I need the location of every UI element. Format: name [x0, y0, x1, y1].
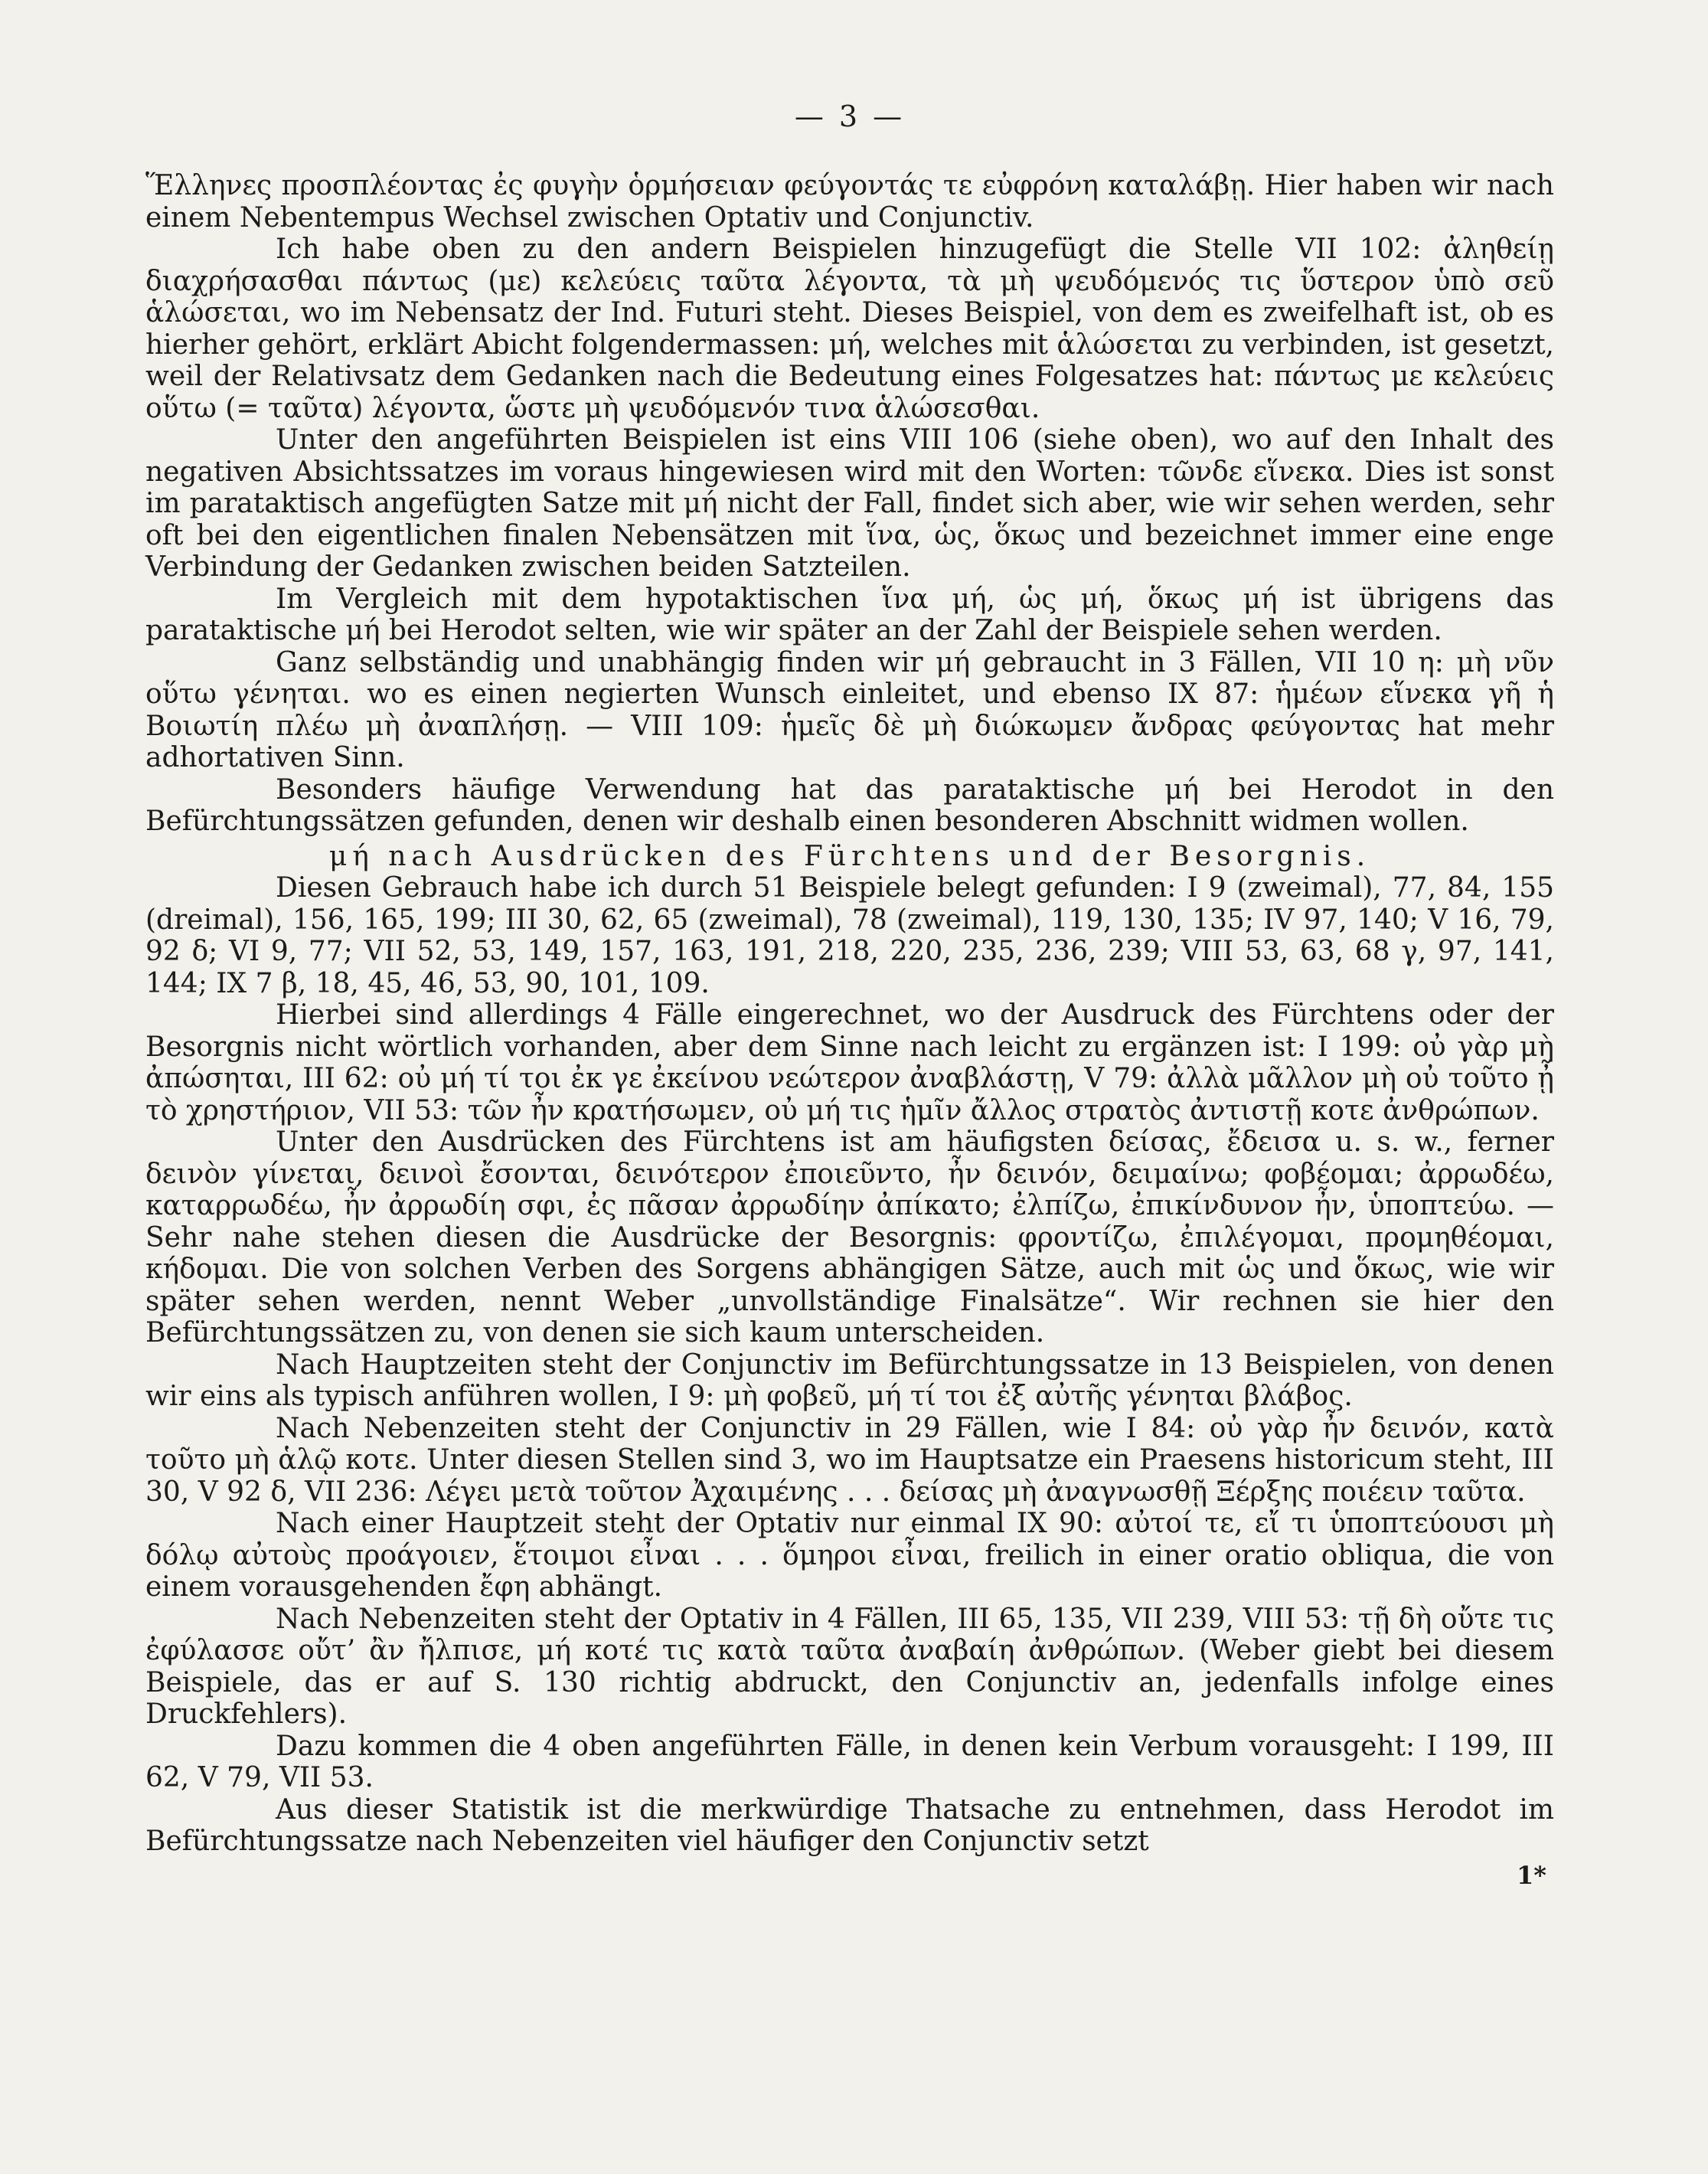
paragraph: Besonders häufige Verwendung hat das parataktische μή bei Herodot in den Befürchtungssätzen gefunden, denen wir deshalb einen besonderen Abschnitt widmen wollen. [145, 773, 1554, 837]
document-page [145, 100, 1554, 1890]
paragraph: Unter den Ausdrücken des Fürchtens ist am häufigsten δείσας, ἔδεισα u. s. w., ferner δεινὸν γίνεται, δεινοὶ ἔσονται, δεινότερον ἐποιεῦντο, ἦν δεινόν, δειμαίνω; φοβέομαι; ἀρρωδέω, καταρρωδέω, ἦν ἀρρωδίη σφι, ἐς πᾶσαν ἀρρωδίην ἀπίκατο; ἐλπίζω, ἐπικίνδυνον ἦν, ὑποπτεύω. — Sehr nahe stehen diesen die Ausdrücke der Besorgnis: φροντίζω, ἐπιλέγομαι, προμηθέομαι, κήδομαι. Die von solchen Verben des Sorgens abhängigen Sätze, auch mit ὡς und ὅκως, wie wir später sehen werden, nennt Weber „unvollständige Finalsätze“. Wir rechnen sie hier den Befürchtungssätzen zu, von denen sie sich kaum unterscheiden. [145, 1126, 1554, 1349]
paragraph: Unter den angeführten Beispielen ist eins VIII 106 (siehe oben), wo auf den Inhalt des negativen Absichtssatzes im voraus hingewiesen wird mit den Worten: τῶνδε εἵνεκα. Dies ist sonst im parataktisch angefügten Satze mit μή nicht der Fall, findet sich aber, wie wir sehen werden, sehr oft bei den eigentlichen finalen Nebensätzen mit ἵνα, ὡς, ὅκως und bezeichnet immer eine enge Verbindung der Gedanken zwischen beiden Satzteilen. [145, 424, 1554, 583]
paragraph: Nach einer Hauptzeit steht der Optativ nur einmal IX 90: αὐτοί τε, εἴ τι ὑποπτεύουσι μὴ δόλῳ αὐτοὺς προάγοιεν, ἕτοιμοι εἶναι . . . ὅμηροι εἶναι, freilich in einer oratio obliqua, die von einem vorausgehenden ἔφη abhängt. [145, 1508, 1554, 1603]
paragraph: Ganz selbständig und unabhängig finden wir μή gebraucht in 3 Fällen, VII 10 η: μὴ νῦν οὕτω γένηται. wo es einen negierten Wunsch einleitet, und ebenso IX 87: ἡμέων εἵνεκα γῆ ἡ Βοιωτίη πλέω μὴ ἀναπλήσῃ. — VIII 109: ἡμεῖς δὲ μὴ διώκωμεν ἄνδρας φεύγοντας hat mehr adhortativen Sinn. [145, 646, 1554, 773]
paragraph: Aus dieser Statistik ist die merkwürdige Thatsache zu entnehmen, dass Herodot im Befürchtungssatze nach Nebenzeiten viel häufiger den Conjunctiv setzt [145, 1793, 1554, 1857]
paragraph: Dazu kommen die 4 oben angeführten Fälle, in denen kein Verbum vorausgeht: I 199, III 62, V 79, VII 53. [145, 1730, 1554, 1793]
signature-mark: 1* [1517, 1860, 1546, 1890]
paragraph: Nach Hauptzeiten steht der Conjunctiv im Befürchtungssatze in 13 Beispielen, von denen wir eins als typisch anführen wollen, I 9: μὴ φοβεῦ, μή τί τοι ἐξ αὐτῆς γένηται βλάβος. [145, 1349, 1554, 1412]
section-heading: μή nach Ausdrücken des Fürchtens und der Besorgnis. [328, 840, 1371, 872]
paragraph: Nach Nebenzeiten steht der Conjunctiv in 29 Fällen, wie I 84: οὐ γὰρ ἦν δεινόν, κατὰ τοῦτο μὴ ἁλῷ κοτε. Unter diesen Stellen sind 3, wo im Hauptsatze ein Praesens historicum steht, III 30, V 92 δ, VII 236: Λέγει μετὰ τοῦτον Ἀχαιμένης . . . δείσας μὴ ἀναγνωσθῇ Ξέρξης ποιέειν ταῦτα. [145, 1412, 1554, 1508]
paragraph: Nach Nebenzeiten steht der Optativ in 4 Fällen, III 65, 135, VII 239, VIII 53: τῇ δὴ οὔτε τις ἐφύλασσε οὔτ’ ἂν ἤλπισε, μή κοτέ τις κατὰ ταῦτα ἀναβαίη ἀνθρώπων. (Weber giebt bei diesem Beispiele, das er auf S. 130 richtig abdruckt, den Conjunctiv an, jedenfalls infolge eines Druckfehlers). [145, 1603, 1554, 1730]
paragraph: Diesen Gebrauch habe ich durch 51 Beispiele belegt gefunden: I 9 (zweimal), 77, 84, 155 (dreimal), 156, 165, 199; III 30, 62, 65 (zweimal), 78 (zweimal), 119, 130, 135; IV 97, 140; V 16, 79, 92 δ; VI 9, 77; VII 52, 53, 149, 157, 163, 191, 218, 220, 235, 236, 239; VIII 53, 63, 68 γ, 97, 141, 144; IX 7 β, 18, 45, 46, 53, 90, 101, 109. [145, 872, 1554, 999]
paragraph: Im Vergleich mit dem hypotaktischen ἵνα μή, ὡς μή, ὅκως μή ist übrigens das parataktische μή bei Herodot selten, wie wir später an der Zahl der Beispiele sehen werden. [145, 583, 1554, 646]
paragraph: Ἕλληνες προσπλέοντας ἐς φυγὴν ὁρμήσειαν φεύγοντάς τε εὐφρόνη καταλάβῃ. Hier haben wir nach einem Nebentempus Wechsel zwischen Optativ und Conjunctiv. [145, 170, 1554, 234]
page-number: — 3 — [794, 100, 906, 133]
paragraph: Ich habe oben zu den andern Beispielen hinzugefügt die Stelle VII 102: ἀληθείῃ διαχρήσασθαι πάντως (με) κελεύεις ταῦτα λέγοντα, τὰ μὴ ψευδόμενός τις ὕστερον ὑπὸ σεῦ ἁλώσεται, wo im Nebensatz der Ind. Futuri steht. Dieses Beispiel, von dem es zweifelhaft ist, ob es hierher gehört, erklärt Abicht folgendermassen: μή, welches mit ἁλώσεται zu verbinden, ist gesetzt, weil der Relativsatz dem Gedanken nach die Bedeutung eines Folgesatzes hat: πάντως με κελεύεις οὕτω (= ταῦτα) λέγοντα, ὥστε μὴ ψευδόμενόν τινα ἁλώσεσθαι. [145, 234, 1554, 424]
paragraph: Hierbei sind allerdings 4 Fälle eingerechnet, wo der Ausdruck des Fürchtens oder der Besorgnis nicht wörtlich vorhanden, aber dem Sinne nach leicht zu ergänzen ist: I 199: οὐ γὰρ μὴ ἀπώσηται, III 62: οὐ μή τί τοι ἐκ γε ἐκείνου νεώτερον ἀναβλάστῃ, V 79: ἀλλὰ μᾶλλον μὴ οὐ τοῦτο ᾖ τὸ χρηστήριον, VII 53: τῶν ἦν κρατήσωμεν, οὐ μή τις ἡμῖν ἄλλος στρατὸς ἀντιστῇ κοτε ἀνθρώπων. [145, 999, 1554, 1126]
